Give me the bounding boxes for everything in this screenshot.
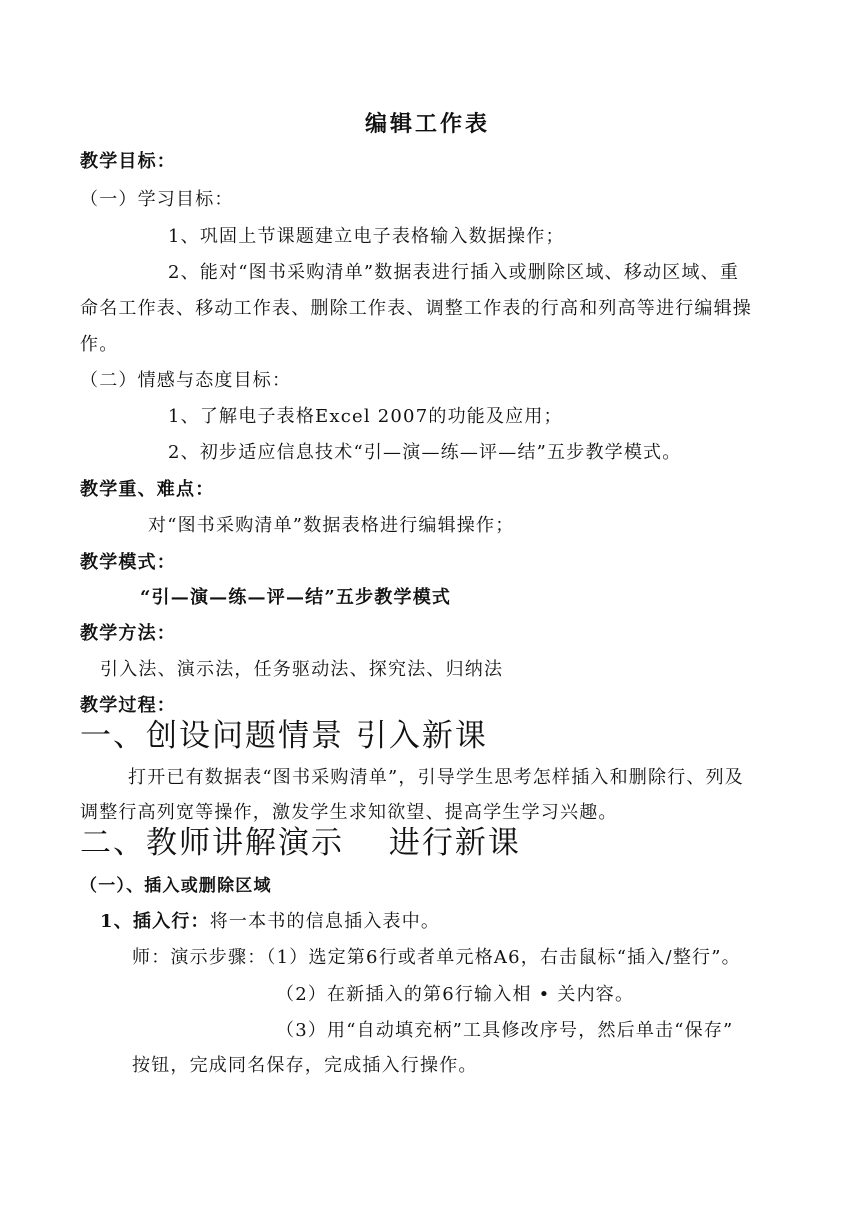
demo-step-3: （3）用“自动填充柄”工具修改序号，然后单击“保存”	[276, 1020, 734, 1041]
objective-item-1: 1、巩固上节课题建立电子表格输入数据操作；	[168, 226, 565, 247]
objective-item-2-line-1: 2、能对“图书采购清单”数据表进行插入或删除区域、移动区域、重	[168, 262, 740, 283]
section-1-line-1: 打开已有数据表“图书采购清单”，引导学生思考怎样插入和删除行、列及	[128, 767, 745, 788]
key-points-text: 对“图书采购清单”数据表格进行编辑操作；	[148, 515, 515, 536]
objectives-heading: 教学目标：	[80, 151, 176, 172]
demo-step-3-continued: 按钮，完成同名保存，完成插入行操作。	[132, 1055, 478, 1076]
affective-item-1: 1、了解电子表格Excel 2007的功能及应用；	[168, 406, 563, 427]
insert-delete-region-heading: （一）、插入或删除区域	[80, 876, 272, 896]
teaching-method-heading: 教学方法：	[80, 623, 176, 644]
section-1-line-2: 调整行高列宽等操作，激发学生求知欲望、提高学生学习兴趣。	[80, 802, 618, 823]
objective-item-2-line-2: 命名工作表、移动工作表、删除工作表、调整工作表的行高和列高等进行编辑操	[80, 298, 752, 319]
demo-step-2: （2）在新插入的第6行输入相 • 关内容。	[276, 984, 635, 1005]
insert-row-text: 将一本书的信息插入表中。	[209, 911, 441, 932]
teaching-process-heading: 教学过程：	[80, 695, 176, 716]
teaching-mode-text: “引—演—练—评—结”五步教学模式	[140, 587, 452, 608]
demo-step-1: 师：演示步骤：（1）选定第6行或者单元格A6，右击鼠标“插入/整行”。	[132, 947, 741, 968]
section-1-heading: 一、创设问题情景 引入新课	[80, 718, 488, 754]
doc-title: 编辑工作表	[365, 111, 491, 137]
teaching-method-text: 引入法、演示法，任务驱动法、探究法、归纳法	[100, 659, 504, 680]
affective-objectives-heading: （二）情感与态度目标：	[80, 370, 292, 391]
key-points-heading: 教学重、难点：	[80, 479, 215, 500]
learning-objectives-heading: （一）学习目标：	[80, 189, 234, 210]
section-2-heading: 二、教师讲解演示 进行新课	[80, 825, 521, 861]
affective-item-2: 2、初步适应信息技术“引—演—练—评—结”五步教学模式。	[168, 442, 682, 463]
objective-item-2-line-3: 作。	[80, 334, 119, 355]
insert-row-label: 1、插入行：	[100, 911, 210, 932]
teaching-mode-heading: 教学模式：	[80, 552, 176, 573]
insert-row-line	[100, 909, 440, 935]
